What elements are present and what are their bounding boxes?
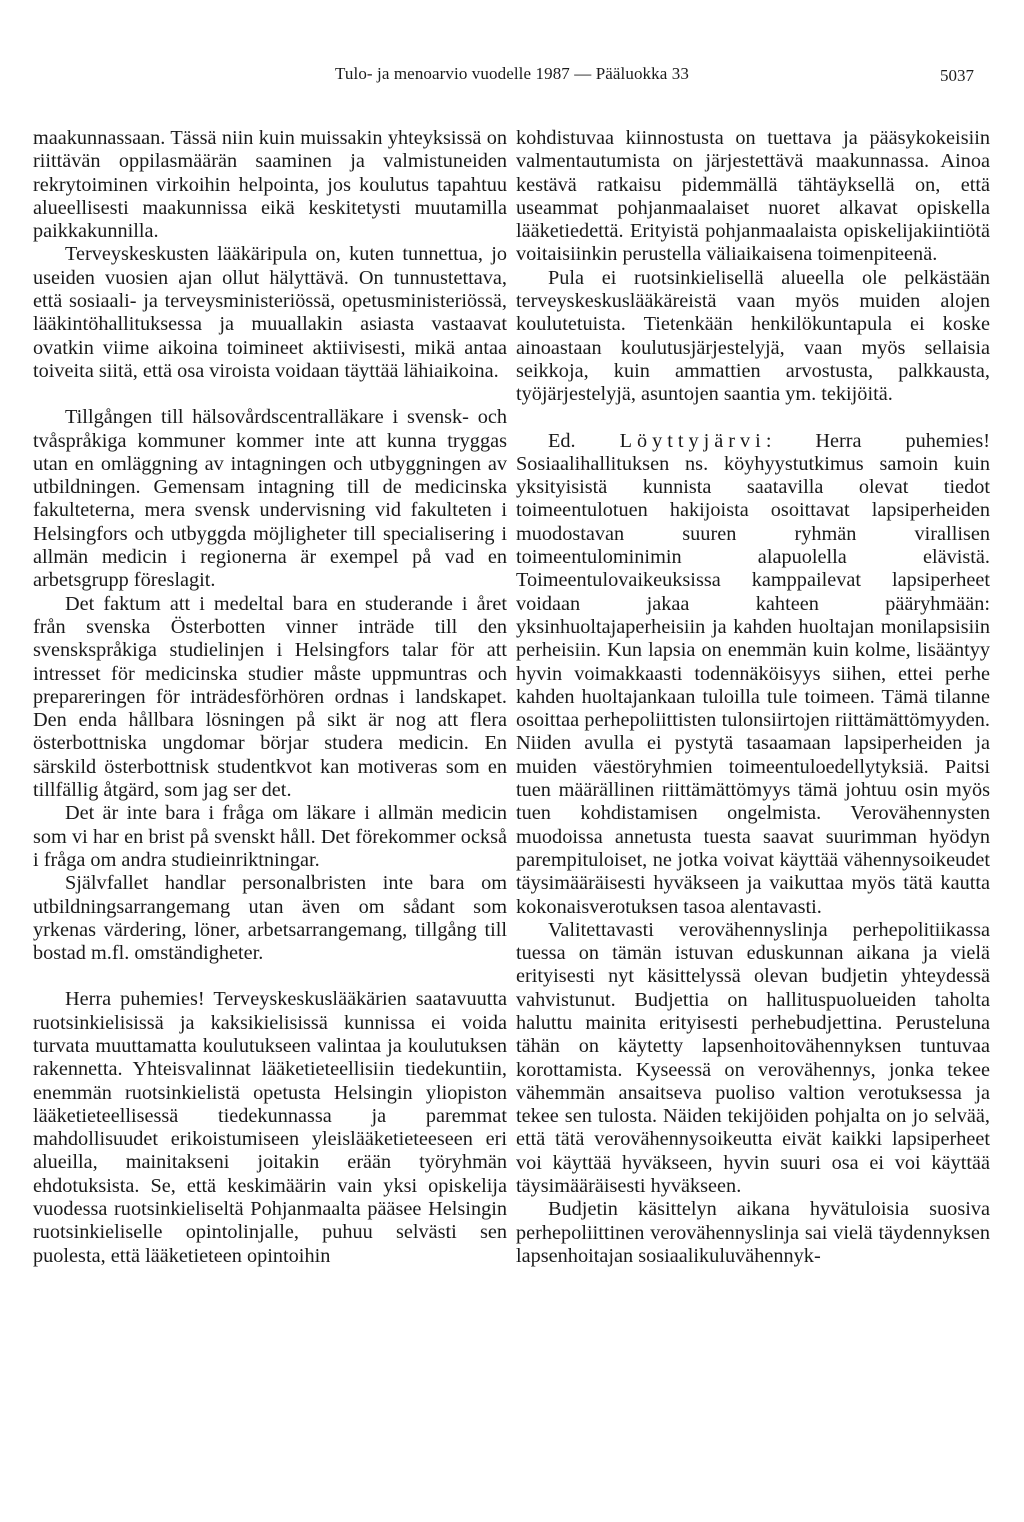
right-paragraph-4: Valitettavasti verovähennyslinja perhepolitiikassa tuessa on tämän istuvan eduskunnan aikana ja vielä erityisesti nyt käsittelyssä olevan budjetin yhteydessä vahvistunut. Budjettia on hallituspuolueiden taholta haluttu mainita erityisesti perhebudjettina. Perusteluna tähän on käytetty lapsenhoitovähennyksen tuntuvaa korottamista. Kyseessä on verovähennys, jonka tekee vähemmän ansaitseva puoliso valtion verotuksessa ja tekee sen tulosta. Näiden tekijöiden pohjalta on jo selvää, että tätä verovähennysoikeutta eivät kaikki lapsiperheet voi käyttää hyväkseen, hyvin suuri osa ei voi käyttää täysimääräisesti hyväkseen. bbox=[516, 918, 990, 1198]
page-number: 5037 bbox=[940, 66, 974, 85]
left-paragraph-5: Det är inte bara i fråga om läkare i allmän medicin som vi har en brist på svenskt håll. Det förekommer också i fråga om andra studieinriktningar. bbox=[33, 802, 507, 871]
left-paragraph-4: Det faktum att i medeltal bara en studerande i året från svenska Österbotten vinner inträde till den svenskspråkiga studielinjen i Helsingfors talar för att intresset för medicinska studier måste uppmuntras och prepareringen för inträdesförhören ordnas i landskapet. Den enda hållbara lösningen på sikt är nog att flera österbottniska ungdomar börjar studera medicin. En särskild österbottnisk studentkvot kan motiveras som en tillfällig åtgärd, som jag ser det. bbox=[33, 592, 507, 802]
right-column bbox=[516, 127, 990, 1268]
running-head bbox=[0, 64, 1024, 94]
speaker-paragraph bbox=[516, 430, 990, 919]
left-paragraph-1: maakunnassaan. Tässä niin kuin muissakin yhteyksissä on riittävän oppilasmäärän saaminen ja valmistuneiden rekrytoiminen virkoihin helpointa, jos koulutus tapahtuu alueellisesti maakunnissa eikä keskitetysti muutamilla paikkakunnilla. bbox=[33, 127, 507, 243]
left-paragraph-3: Tillgången till hälsovårdscentralläkare i svensk- och tvåspråkiga kommuner kommer inte att kunna tryggas utan en omläggning av intagningen och utbyggningen av utbildningen. Gemensam intagning till de medicinska fakulteterna, mera svensk undervisning vid fakulteten i Helsingfors och utbyggda möjligheter till specialisering i allmän medicin i regionerna är exempel på vad en arbetsgrupp föreslagit. bbox=[33, 406, 507, 592]
left-column bbox=[33, 127, 507, 1268]
speaker-paragraph-text: Herra puhemies! Sosiaalihallituksen ns. köyhyystutkimus samoin kuin yksityisistä kunnista saatavilla olevat tiedot toimeentulotuen hakijoista osoittavat lapsiperheiden muodostavan suuren ryhmän virallisen toimeentulominimin alapuolella elävistä. Toimeentulovaikeuksissa kamppailevat lapsiperheet voidaan jakaa kahteen pääryhmään: yksinhuoltajaperheisiin ja kahden huoltajan monilapsisiin perheisiin. Kun lapsia on enemmän kuin kolme, lisääntyy hyvin voimakkaasti todennäköisyys siihen, ettei perhe kahden huoltajankaan tuloilla tule toimeen. Tämä tilanne osoittaa perhepoliittisten tulonsiirtojen riittämättömyyden. Niiden avulla ei pystytä tasaamaan lapsiperheiden ja muiden väestöryhmien toimeentuloedellytyksiä. Paitsi tuen määrällinen riittämättömyys tämä johtuu osin myös tuen kohdistamisen ongelmista. Verovähennysten muodoissa annetusta tuesta saavat suurimman hyödyn parempituloiset, ne jotka voivat käyttää vähennysoikeudet täysimääräisesti hyväkseen ja vaikuttaa myös tätä kautta kokonaisverotuksen tasoa alentavasti. bbox=[516, 429, 990, 918]
speaker-prefix: Ed. bbox=[548, 429, 576, 452]
left-paragraph-7: Herra puhemies! Terveyskeskuslääkärien saatavuutta ruotsinkielisissä ja kaksikielisissä kunnissa ei voida turvata muuttamatta koulutukseen valintaa ja koulutuksen rakennetta. Yhteisvalinnat lääketieteellisiin tiedekuntiin, enemmän ruotsinkielistä opetusta Helsingin yliopiston lääketieteellisessä tiedekunnassa ja paremmat mahdollisuudet erikoistumiseen yleislääketieteeseen eri alueilla, mainitakseni joitakin erään työryhmän ehdotuksista. Se, että keskimäärin vain yksi opiskelija vuodessa ruotsinkieliseltä Pohjanmaalta pääsee Helsingin ruotsinkieliselle opintolinjalle, puhuu selvästi sen puolesta, että lääketieteen opintoihin bbox=[33, 988, 507, 1267]
running-title: Tulo- ja menoarvio vuodelle 1987 — Pääluokka 33 bbox=[335, 64, 689, 83]
right-paragraph-5: Budjetin käsittelyn aikana hyvätuloisia suosiva perhepoliittinen verovähennyslinja sai vielä täydennyksen lapsenhoitajan sosiaalikuluvähennyk- bbox=[516, 1198, 990, 1267]
speaker-colon: : bbox=[765, 429, 772, 452]
right-paragraph-1: kohdistuvaa kiinnostusta on tuettava ja pääsykokeisiin valmentautumista on järjestettävä maakunnassa. Ainoa kestävä ratkaisu pidemmällä tähtäyksellä on, että useammat pohjanmaalaiset nuoret alkavat opiskella lääketiedettä. Erityistä pohjanmaalaista opiskelijakiintiötä voitaisiinkin perustella väliaikaisena toimenpiteenä. bbox=[516, 127, 990, 266]
right-paragraph-2: Pula ei ruotsinkielisellä alueella ole pelkästään terveyskeskuslääkäreistä vaan myös muiden alojen koulutetuista. Tietenkään henkilökuntapula ei koske ainoastaan koulutusjärjestelyjä, vaan myös sellaisia seikkoja, kuin ammattien arvostusta, palkkausta, työjärjestelyjä, asuntojen saantia ym. tekijöitä. bbox=[516, 266, 990, 406]
speaker-name: Löyttyjärvi bbox=[619, 429, 766, 452]
left-paragraph-6: Självfallet handlar personalbristen inte bara om utbildningsarrangemang utan även om sådant som yrkenas värdering, löner, arbetsarrangemang, tillgång till bostad m.fl. omständigheter. bbox=[33, 872, 507, 965]
left-paragraph-2: Terveyskeskusten lääkäripula on, kuten tunnettua, jo useiden vuosien ajan ollut hälyttävä. On tunnustettava, että sosiaali- ja terveysministeriössä, opetusministeriössä, lääkintöhallituksessa ja muuallakin asiasta vastaavat ovatkin viime aikoina toimineet aktiivisesti, mikä antaa toiveita siitä, että osa viroista voidaan täyttää lähiaikoina. bbox=[33, 243, 507, 382]
